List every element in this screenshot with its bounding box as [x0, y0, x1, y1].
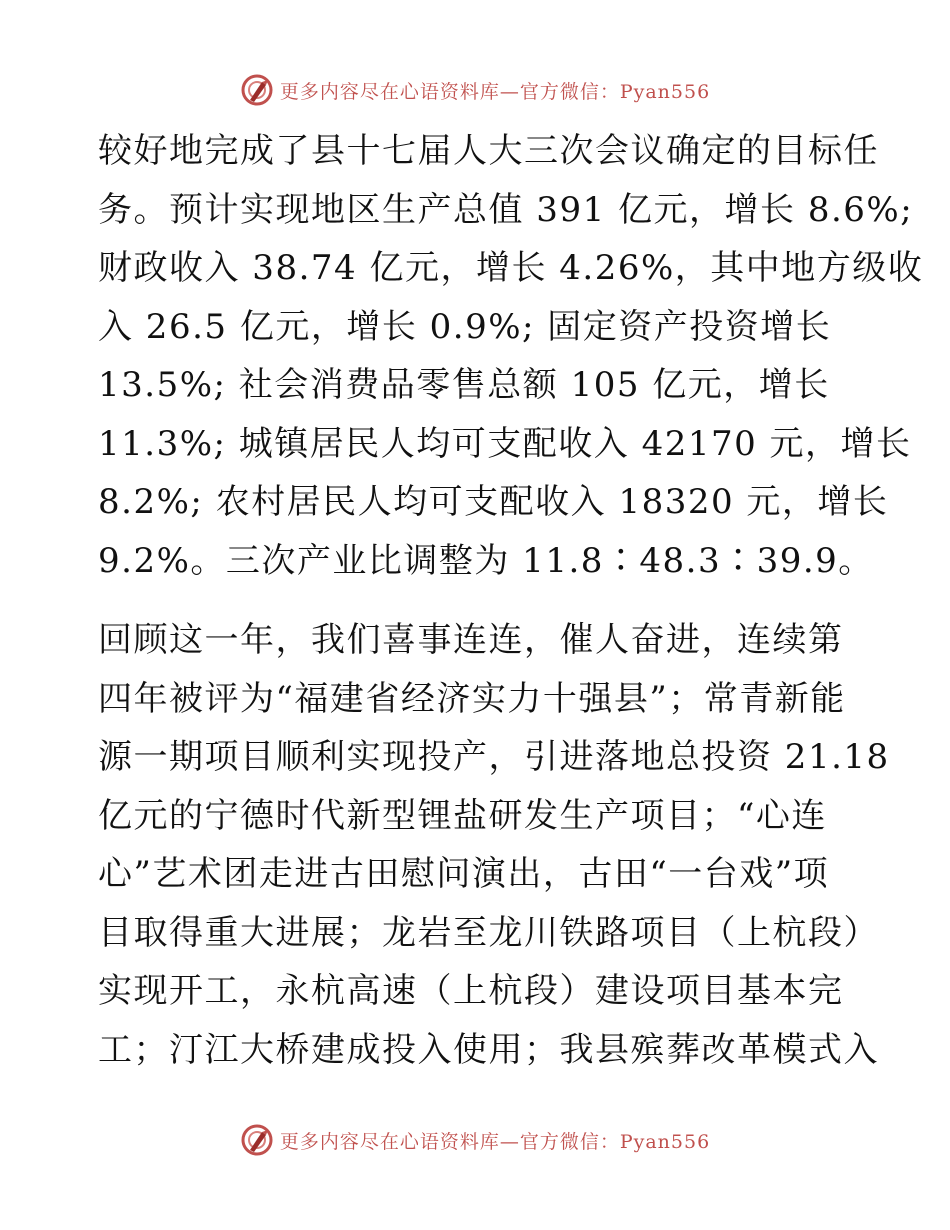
text-line: 11.3%; 城镇居民人均可支配收入 42170 元，增长 [98, 423, 912, 464]
text-line: 务。预计实现地区生产总值 391 亿元，增长 8.6%; [98, 189, 914, 230]
text-line: 8.2%; 农村居民人均可支配收入 18320 元，增长 [98, 482, 889, 522]
text-line: 回顾这一年，我们喜事连连，催人奋进，连续第 [98, 620, 844, 660]
text-line: 心”艺术团走进古田慰问演出，古田“一台戏”项 [98, 854, 830, 894]
text-line: 财政收入 38.74 亿元，增长 4.26%，其中地方级收 [98, 248, 924, 288]
document-body [98, 122, 924, 1079]
text-line: 较好地完成了县十七届人大三次会议确定的目标任 [98, 131, 879, 171]
paragraph-summary [98, 122, 924, 590]
text-line: 源一期项目顺利实现投产，引进落地总投资 21.18 [98, 737, 890, 777]
paragraph-review [98, 611, 890, 1079]
text-line: 目取得重大进展；龙岩至龙川铁路项目（上杭段） [98, 912, 879, 953]
text-line: 13.5%; 社会消费品零售总额 105 亿元，增长 [98, 365, 830, 405]
text-line: 9.2%。三次产业比调整为 11.8∶48.3∶39.9。 [98, 540, 874, 581]
footer-watermark [0, 1120, 950, 1160]
pen-nib-circle-icon [240, 73, 274, 107]
header-watermark-text: 更多内容尽在心语资料库—官方微信：Pyan556 [279, 80, 711, 103]
header-watermark [0, 70, 950, 110]
footer-watermark-text: 更多内容尽在心语资料库—官方微信：Pyan556 [279, 1130, 711, 1153]
pen-nib-circle-icon [240, 1123, 274, 1157]
text-line: 工；汀江大桥建成投入使用；我县殡葬改革模式入 [98, 1029, 879, 1070]
text-line: 实现开工，永杭高速（上杭段）建设项目基本完 [98, 971, 844, 1011]
text-line: 四年被评为“福建省经济实力十强县”；常青新能 [98, 678, 846, 719]
text-line: 入 26.5 亿元，增长 0.9%; 固定资产投资增长 [98, 306, 832, 347]
text-line: 亿元的宁德时代新型锂盐研发生产项目；“心连 [98, 795, 827, 836]
